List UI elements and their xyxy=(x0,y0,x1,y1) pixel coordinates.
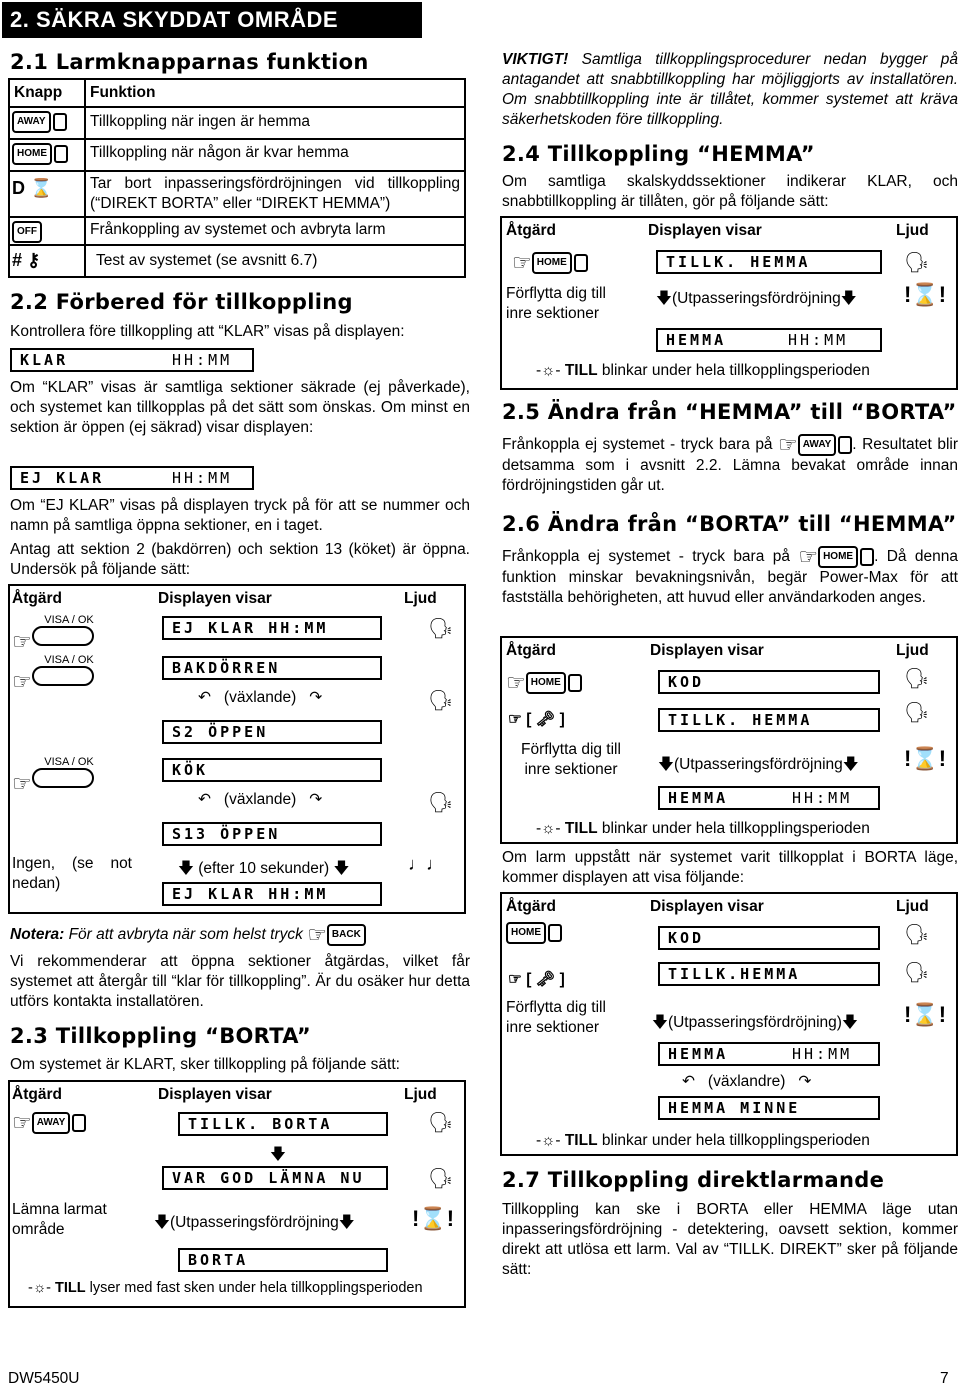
s22-p5: Vi rekommenderar att öppna sektioner åtgärdas, vilket får systemet att återgår till “klar för tillkoppling”. Är du osäker hur detta utförs kontakta installatören. xyxy=(10,953,470,1010)
code-key-icon[interactable]: ☞ [ 🗝 ] xyxy=(508,711,565,728)
speaker-icon: 🗣 xyxy=(428,618,454,640)
lcd-hemma: HEMMA HH:MM xyxy=(656,328,882,352)
row-off: Frånkoppling av systemet och avbryta larm xyxy=(90,221,386,238)
lcd-kod-2: KOD xyxy=(658,926,880,950)
home-button-icon[interactable]: ☞ HOME xyxy=(512,250,588,276)
forflytta-text-2: Förflytta dig till inre sektioner xyxy=(521,741,621,778)
lcd-hemma-2: HEMMA HH:MM xyxy=(658,786,880,810)
s25-title: 2.5 Ändra från “HEMMA” till “BORTA” xyxy=(502,400,957,424)
alternating-3: ↶ (växlandre) ↷ xyxy=(682,1073,812,1090)
speaker-icon: 🗣 xyxy=(904,962,930,984)
lamna-text: Lämna larmat område xyxy=(12,1201,107,1238)
exit-delay-icon: !⌛! xyxy=(904,282,947,307)
off-button-icon[interactable]: OFF xyxy=(12,221,42,243)
row-instant: Tar bort inpasseringsfördröjningen vid tillkoppling (“DIREKT BORTA” eller “DIREKT HEMMA”) xyxy=(90,175,460,212)
lcd-klar: KLAR HH:MM xyxy=(10,348,254,372)
after-10s: 🡇 (efter 10 sekunder) 🡇 xyxy=(178,860,350,877)
exit-delay-icon: !⌛! xyxy=(412,1206,455,1231)
alternating-2: ↶ (växlande) ↷ xyxy=(198,791,323,808)
forflytta-text-3: Förflytta dig till inre sektioner xyxy=(506,999,606,1036)
arrow-down: 🡇 xyxy=(270,1146,286,1163)
lcd-tillk-hemma-2: TILLK. HEMMA xyxy=(658,708,880,732)
till-blink-2: -☼- TILL blinkar under hela tillkopplingsperioden xyxy=(536,820,870,837)
s24-p: Om samtliga skalskyddssektioner indikerar KLAR, och snabbtillkoppling är tillåten, gör på följande sätt: xyxy=(502,173,958,210)
note: Notera: För att avbryta när som helst tryck ☞ BACK xyxy=(10,922,470,948)
s27-title: 2.7 Tillkoppling direktlarmande xyxy=(502,1168,885,1192)
back-button-icon[interactable]: BACK xyxy=(327,924,366,946)
lcd-kod: KOD xyxy=(658,670,880,694)
lcd-hemma-3: HEMMA HH:MM xyxy=(658,1042,880,1066)
footer-model: DW5450U xyxy=(8,1370,80,1387)
larm-p: Om larm uppstått när systemet varit tillkopplat i BORTA läge, kommer displayen att visa följande: xyxy=(502,849,958,886)
s25-p: Frånkoppla ej systemet - tryck bara på ☞ AWAY . Resultatet blir detsamma som i avsnitt 2.2. Lämna bevakat område innan fördröjningstiden går ut. xyxy=(502,432,958,494)
exit-delay-3: 🡇(Utpasseringsfördröjning)🡇 xyxy=(652,1014,858,1031)
speaker-icon: 🗣 xyxy=(428,1168,454,1190)
lcd-row5: S13 ÖPPEN xyxy=(162,822,382,846)
borta-table: Åtgärd Displayen visar Ljud ☞ AWAY TILLK. BORTA 🗣 🡇 VAR GOD LÄMNA NU 🗣 Lämna larmat område 🡇(Utpasseringsfördröjning🡇 !⌛! BORTA -☼- TILL lyser med fast sken under hela tillkopplingsperioden xyxy=(8,1080,466,1308)
till-blink-3: -☼- TILL blinkar under hela tillkopplingsperioden xyxy=(536,1132,870,1149)
s22-p4: Antag att sektion 2 (bakdörren) och sektion 13 (köket) är öppna. Undersök på följande sätt: xyxy=(10,541,470,578)
lcd-hemma-minne: HEMMA MINNE xyxy=(658,1096,880,1120)
s22-p1: Kontrollera före tillkoppling att “KLAR” visas på displayen: xyxy=(10,323,405,340)
lcd-tillk-borta: TILLK. BORTA xyxy=(178,1112,388,1136)
hemma-table: Åtgärd Displayen visar Ljud ☞ HOME TILLK. HEMMA 🗣 Förflytta dig till inre sektioner 🡇(Utpasseringsfördröjning🡇 !⌛! HEMMA HH:MM -☼- TILL blinkar under hela tillkopplingsperioden xyxy=(500,216,958,390)
lcd-ej-klar: EJ KLAR HH:MM xyxy=(10,466,254,490)
till-light: -☼- TILL lyser med fast sken under hela tillkopplingsperioden xyxy=(28,1280,423,1296)
alternating-1: ↶ (växlande) ↷ xyxy=(198,689,323,706)
borta-hemma-table: Åtgärd Displayen visar Ljud ☞ HOME KOD 🗣 ☞ [ 🗝 ] TILLK. HEMMA 🗣 Förflytta dig till inre sektioner 🡇(Utpasseringsfördröjning🡇 !⌛! HEMMA HH:MM -☼- TILL blinkar under hela tillkopplingsperioden xyxy=(500,636,958,844)
ingen-text: Ingen, (se not nedan) xyxy=(12,855,132,892)
lcd-row4: KÖK xyxy=(162,758,382,782)
col-knapp: Knapp xyxy=(14,84,63,101)
instant-button-icon[interactable]: D ⌛ xyxy=(12,178,53,198)
exit-delay-2: 🡇(Utpasseringsfördröjning🡇 xyxy=(658,756,859,773)
till-blink: -☼- TILL blinkar under hela tillkopplingsperioden xyxy=(536,362,870,379)
exit-delay: 🡇(Utpasseringsfördröjning🡇 xyxy=(154,1214,355,1231)
code-key-icon[interactable]: ☞ [ 🗝 ] xyxy=(508,971,565,988)
viktigt: VIKTIGT! Samtliga tillkopplingsprocedurer nedan bygger på antagandet att snabbtillkoppling har möjliggjorts av installatören. Om snabbtillkoppling inte är tillåtet, kommer systemet att kräva säkerhetskoden före tillkoppling. xyxy=(502,51,958,128)
visa-ok-button-1[interactable]: VISA / OK ☞ xyxy=(12,614,94,654)
lcd-lamna: VAR GOD LÄMNA NU xyxy=(162,1166,388,1190)
page-number: 7 xyxy=(940,1370,949,1387)
home-button-icon[interactable]: HOME xyxy=(12,143,68,165)
speaker-icon: 🗣 xyxy=(428,690,454,712)
section-header: 2. SÄKRA SKYDDAT OMRÅDE xyxy=(2,2,422,38)
s26-title: 2.6 Ändra från “BORTA” till “HEMMA” xyxy=(502,512,957,536)
speaker-icon: 🗣 xyxy=(904,924,930,946)
away-button-icon[interactable]: ☞ AWAY xyxy=(12,1110,86,1136)
row-test: Test av systemet (se avsnitt 6.7) xyxy=(96,252,318,269)
alarm-table: Åtgärd Displayen visar Ljud HOME KOD 🗣 ☞ [ 🗝 ] TILLK.HEMMA 🗣 Förflytta dig till inre sektioner 🡇(Utpasseringsfördröjning)🡇 !⌛! HEMMA HH:MM ↶ (växlandre) ↷ HEMMA MINNE -☼- TILL blinkar under hela tillkopplingsperioden xyxy=(500,892,958,1156)
visa-ok-button-2[interactable]: VISA / OK ☞ xyxy=(12,654,94,694)
row-home: Tillkoppling när någon är kvar hemma xyxy=(90,144,349,161)
forflytta-text: Förflytta dig till inre sektioner xyxy=(506,285,606,322)
speaker-icon: 🗣 xyxy=(428,1112,454,1134)
lcd-tillk-hemma-3: TILLK.HEMMA xyxy=(658,962,880,986)
visa-ok-button-3[interactable]: VISA / OK ☞ xyxy=(12,756,94,796)
speaker-icon: 🗣 xyxy=(904,252,930,274)
s22-title: 2.2 Förbered för tillkoppling xyxy=(10,290,353,314)
lcd-row2: BAKDÖRREN xyxy=(162,656,382,680)
test-button-icon[interactable]: # ⚷ xyxy=(12,250,41,270)
col-funktion: Funktion xyxy=(90,84,156,101)
away-button-icon[interactable]: AWAY xyxy=(12,111,67,133)
lcd-row6: EJ KLAR HH:MM xyxy=(162,882,382,906)
s22-p3: Om “EJ KLAR” visas på displayen tryck på för att se nummer och namn på samtliga öppna sektioner, en i taget. xyxy=(10,497,470,534)
speaker-icon: 🗣 xyxy=(428,792,454,814)
s26-p: Frånkoppla ej systemet - tryck bara på ☞ HOME . Då denna funktion minskar bevakningsnivån, begär Power-Max för att fastställa behörigheten, att huvud eller användarkoden anges. xyxy=(502,544,959,606)
home-button-icon[interactable]: HOME xyxy=(506,922,562,944)
away-button-icon[interactable]: AWAY xyxy=(798,434,837,456)
home-button-icon[interactable]: HOME xyxy=(818,546,858,568)
exit-delay-icon: !⌛! xyxy=(904,746,947,771)
speaker-icon: 🗣 xyxy=(904,668,930,690)
lcd-row1: EJ KLAR HH:MM xyxy=(162,616,382,640)
s24-title: 2.4 Tillkoppling “HEMMA” xyxy=(502,142,815,166)
buttons-table xyxy=(8,78,466,278)
exit-delay-icon: !⌛! xyxy=(904,1002,947,1027)
speaker-icon: 🗣 xyxy=(904,702,930,724)
s23-p1: Om systemet är KLART, sker tillkoppling på följande sätt: xyxy=(10,1056,400,1073)
exit-delay: 🡇(Utpasseringsfördröjning🡇 xyxy=(656,290,857,307)
row-away: Tillkoppling när ingen är hemma xyxy=(90,113,310,130)
beep-icon: ♩♩ xyxy=(408,854,444,874)
lcd-borta: BORTA xyxy=(178,1248,388,1272)
lcd-row3: S2 ÖPPEN xyxy=(162,720,382,744)
home-button-icon[interactable]: ☞ HOME xyxy=(506,670,582,696)
lcd-tillk-hemma: TILLK. HEMMA xyxy=(656,250,882,274)
s27-p: Tillkoppling kan ske i BORTA eller HEMMA läge utan inpasseringsfördröjning - detektering, oavsett sektion, kommer direkt att utlösa ett larm. Val av “TILLK. DIREKT” sker på följande sätt: xyxy=(502,1201,958,1278)
s21-title: 2.1 Larmknapparnas funktion xyxy=(10,50,369,74)
s22-p2: Om “KLAR” visas är samtliga sektioner säkrade (ej påverkade), och systemet kan tillkopplas på det sätt som önskas. Om minst en sektion är öppen (ej säkrad) visar displayen: xyxy=(10,379,470,436)
check-table: Åtgärd Displayen visar Ljud VISA / OK ☞ EJ KLAR HH:MM 🗣 VISA / OK ☞ BAKDÖRREN ↶ (växlande) ↷ 🗣 S2 ÖPPEN VISA / OK ☞ KÖK ↶ (växlande) ↷ 🗣 S13 ÖPPEN Ingen, (se not nedan) 🡇 (efter 10 sekunder) 🡇 ♩♩ EJ KLAR HH:MM xyxy=(8,584,466,914)
s23-title: 2.3 Tillkoppling “BORTA” xyxy=(10,1024,311,1048)
